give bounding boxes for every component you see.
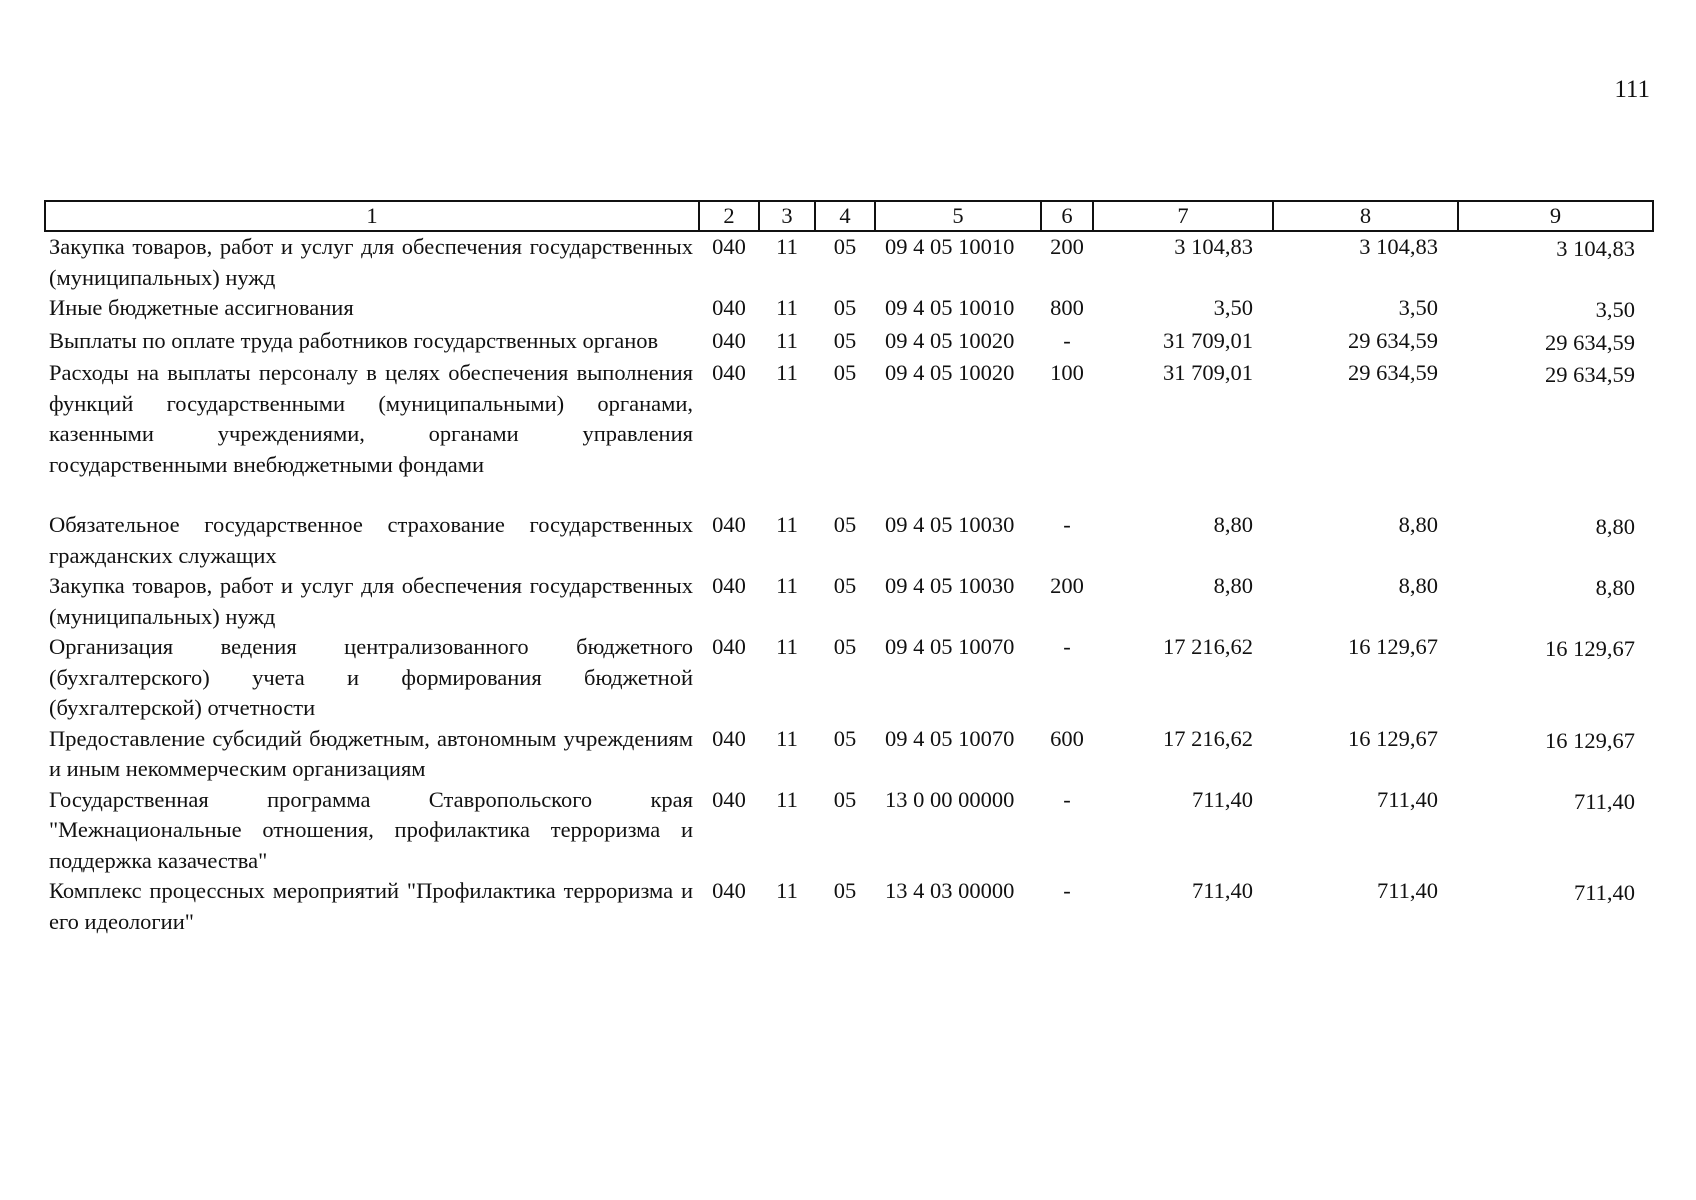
- cell-ministry: 040: [712, 573, 746, 598]
- cell-amount-7: 3 104,83: [1174, 234, 1253, 259]
- cell-amount-8: 711,40: [1376, 878, 1438, 903]
- table-row: [45, 231, 1653, 293]
- column-header: 8: [1273, 201, 1458, 231]
- cell-amount-7: 17 216,62: [1163, 725, 1253, 751]
- column-header: 6: [1041, 201, 1093, 231]
- cell-subsection: 05: [833, 327, 857, 353]
- cell-expense-type: 600: [1050, 725, 1084, 751]
- cell-ministry: 040: [712, 327, 746, 353]
- cell-ministry: 040: [712, 634, 746, 659]
- column-header: 1: [45, 201, 699, 231]
- table-row: [45, 358, 1653, 480]
- cell-amount-8: 29 634,59: [1348, 360, 1438, 385]
- cell-target-article: 09 4 05 10020: [885, 360, 1015, 385]
- column-header: 2: [699, 201, 759, 231]
- table-row: [45, 326, 1653, 359]
- cell-subsection: 05: [833, 512, 857, 537]
- cell-expense-type: 200: [1050, 234, 1084, 259]
- table-row: [45, 785, 1653, 877]
- cell-amount-9: 3,50: [1595, 297, 1635, 322]
- cell-expense-type: -: [1063, 878, 1071, 903]
- budget-table: [44, 200, 1654, 937]
- cell-target-article: 13 4 03 00000: [885, 878, 1015, 903]
- cell-amount-8: 3,50: [1398, 295, 1438, 320]
- cell-amount-7: 17 216,62: [1163, 634, 1253, 659]
- cell-target-article: 09 4 05 10020: [885, 327, 1015, 353]
- cell-amount-7: 711,40: [1191, 786, 1253, 812]
- cell-section: 11: [776, 327, 798, 353]
- cell-amount-7: 8,80: [1213, 573, 1253, 598]
- row-name: Предоставление субсидий бюджетным, автономным учреждениям и иным некоммерческим организациям: [49, 725, 693, 781]
- cell-expense-type: -: [1063, 786, 1071, 812]
- table-row: [45, 876, 1653, 937]
- column-header: 4: [815, 201, 875, 231]
- cell-subsection: 05: [833, 295, 857, 320]
- cell-amount-9: 8,80: [1595, 575, 1635, 600]
- table-row: [45, 632, 1653, 724]
- column-header: 7: [1093, 201, 1273, 231]
- cell-ministry: 040: [712, 725, 746, 751]
- cell-amount-9: 29 634,59: [1545, 362, 1635, 387]
- cell-section: 11: [776, 360, 798, 385]
- cell-section: 11: [776, 786, 798, 812]
- cell-amount-7: 8,80: [1213, 512, 1253, 537]
- cell-subsection: 05: [833, 234, 857, 259]
- cell-target-article: 09 4 05 10030: [885, 512, 1015, 537]
- spacer-row: [45, 480, 1653, 510]
- cell-amount-9: 711,40: [1573, 880, 1635, 905]
- cell-section: 11: [776, 573, 798, 598]
- row-name: Закупка товаров, работ и услуг для обеспечения государственных (муниципальных) нужд: [49, 573, 693, 629]
- cell-target-article: 09 4 05 10030: [885, 573, 1015, 598]
- cell-subsection: 05: [833, 634, 857, 659]
- cell-section: 11: [776, 234, 798, 259]
- cell-target-article: 13 0 00 00000: [885, 786, 1015, 812]
- cell-section: 11: [776, 295, 798, 320]
- cell-subsection: 05: [833, 573, 857, 598]
- row-name: Обязательное государственное страхование государственных гражданских служащих: [49, 512, 693, 568]
- cell-amount-8: 711,40: [1376, 786, 1438, 812]
- row-name: Иные бюджетные ассигнования: [49, 295, 354, 320]
- cell-expense-type: 200: [1050, 573, 1084, 598]
- cell-expense-type: -: [1063, 634, 1071, 659]
- cell-target-article: 09 4 05 10070: [885, 725, 1015, 751]
- cell-amount-7: 711,40: [1191, 878, 1253, 903]
- cell-subsection: 05: [833, 725, 857, 751]
- table-header-row: [45, 201, 1653, 231]
- cell-amount-8: 8,80: [1398, 573, 1438, 598]
- cell-ministry: 040: [712, 234, 746, 259]
- cell-amount-8: 16 129,67: [1348, 725, 1438, 751]
- cell-section: 11: [776, 634, 798, 659]
- cell-amount-7: 31 709,01: [1163, 360, 1253, 385]
- cell-expense-type: -: [1063, 327, 1071, 353]
- row-name: Закупка товаров, работ и услуг для обеспечения государственных (муниципальных) нужд: [49, 234, 693, 290]
- cell-amount-9: 3 104,83: [1556, 236, 1635, 261]
- page-number: 111: [1614, 76, 1650, 103]
- cell-ministry: 040: [712, 512, 746, 537]
- cell-ministry: 040: [712, 786, 746, 812]
- cell-subsection: 05: [833, 878, 857, 903]
- cell-amount-8: 3 104,83: [1359, 234, 1438, 259]
- cell-section: 11: [776, 512, 798, 537]
- column-header: 5: [875, 201, 1041, 231]
- table-row: [45, 724, 1653, 785]
- cell-expense-type: -: [1063, 512, 1071, 537]
- cell-amount-9: 16 129,67: [1545, 727, 1635, 753]
- row-name: Выплаты по оплате труда работников государственных органов: [49, 327, 659, 353]
- cell-amount-9: 8,80: [1595, 514, 1635, 539]
- table-row: [45, 293, 1653, 326]
- cell-ministry: 040: [712, 878, 746, 903]
- cell-target-article: 09 4 05 10010: [885, 295, 1015, 320]
- cell-target-article: 09 4 05 10010: [885, 234, 1015, 259]
- cell-ministry: 040: [712, 295, 746, 320]
- column-header: 9: [1458, 201, 1653, 231]
- table-row: [45, 510, 1653, 571]
- cell-target-article: 09 4 05 10070: [885, 634, 1015, 659]
- cell-section: 11: [776, 725, 798, 751]
- cell-subsection: 05: [833, 360, 857, 385]
- cell-amount-8: 16 129,67: [1348, 634, 1438, 659]
- table-row: [45, 571, 1653, 632]
- cell-section: 11: [776, 878, 798, 903]
- row-name: Комплекс процессных мероприятий "Профилактика терроризма и его идеологии": [49, 878, 693, 934]
- column-header: 3: [759, 201, 815, 231]
- cell-amount-9: 16 129,67: [1545, 636, 1635, 661]
- cell-expense-type: 100: [1050, 360, 1084, 385]
- cell-amount-9: 29 634,59: [1545, 329, 1635, 355]
- cell-amount-7: 31 709,01: [1163, 327, 1253, 353]
- row-name: Расходы на выплаты персоналу в целях обеспечения выполнения функций государственными (муниципальными) органами, казенными учреждениями, органами управления государственными внебюджетными фондами: [49, 360, 693, 477]
- row-name: Организация ведения централизованного бюджетного (бухгалтерского) учета и формирования бюджетной (бухгалтерской) отчетности: [49, 634, 693, 720]
- cell-amount-8: 8,80: [1398, 512, 1438, 537]
- cell-expense-type: 800: [1050, 295, 1084, 320]
- cell-amount-7: 3,50: [1213, 295, 1253, 320]
- cell-amount-8: 29 634,59: [1348, 327, 1438, 353]
- cell-amount-9: 711,40: [1573, 788, 1635, 814]
- row-name: Государственная программа Ставропольского края "Межнациональные отношения, профилактика терроризма и поддержка казачества": [49, 786, 693, 873]
- cell-subsection: 05: [833, 786, 857, 812]
- cell-ministry: 040: [712, 360, 746, 385]
